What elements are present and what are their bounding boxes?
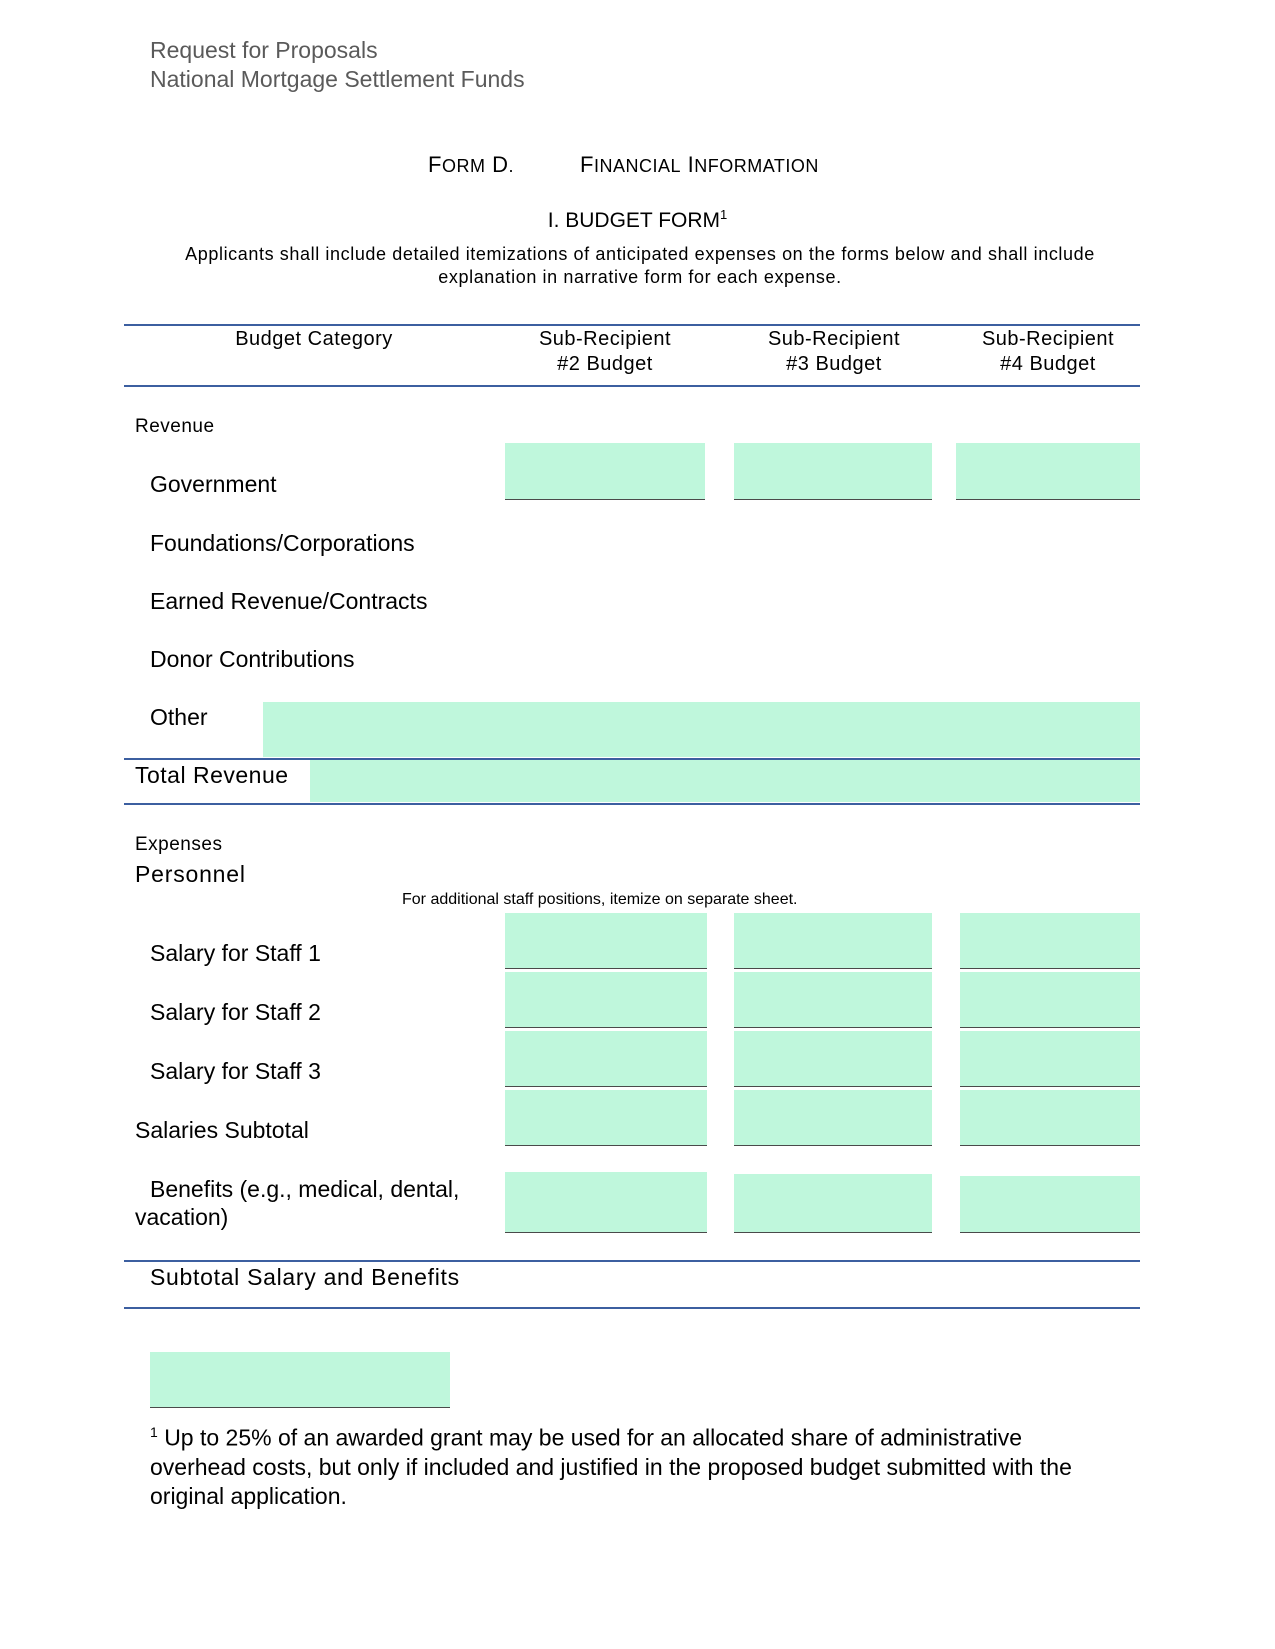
form-label-text: FORM D. [428, 152, 514, 177]
input-salaries-subtotal-sub2[interactable] [505, 1090, 707, 1146]
input-government-sub2[interactable] [505, 443, 705, 500]
personnel-label: Personnel [135, 861, 246, 887]
input-salaries-subtotal-sub3[interactable] [734, 1090, 932, 1146]
subtotal-top-rule [124, 1260, 1140, 1262]
col-header-4-line1: Sub-Recipient [981, 328, 1115, 350]
input-benefits-sub4[interactable] [960, 1176, 1140, 1233]
input-staff1-sub4[interactable] [960, 913, 1140, 969]
input-benefits-sub2[interactable] [505, 1172, 707, 1233]
benefits-line-1: Benefits (e.g., medical, dental, [150, 1176, 460, 1202]
form-name [580, 152, 819, 178]
footnote [150, 1418, 1110, 1511]
intro-text: Applicants shall include detailed itemizations of anticipated expenses on the forms below and shall include explanation in narrative form for each expense. [185, 244, 1095, 287]
footnote-text: Up to 25% of an awarded grant may be used for an allocated share of administrative overhead costs, but only if included and justified in the proposed budget submitted with the original application. [150, 1424, 1072, 1509]
col-header-sub-recipient-2 [505, 327, 705, 377]
input-staff1-sub2[interactable] [505, 913, 707, 969]
input-salaries-subtotal-sub4[interactable] [960, 1090, 1140, 1146]
col-header-budget-category: Budget Category [235, 328, 393, 350]
row-label-salary-staff-1: Salary for Staff 1 [150, 940, 321, 966]
input-staff2-sub4[interactable] [960, 972, 1140, 1028]
input-staff3-sub2[interactable] [505, 1031, 707, 1087]
input-staff3-sub3[interactable] [734, 1031, 932, 1087]
total-revenue-bottom-rule [124, 803, 1140, 805]
row-label-salary-staff-2: Salary for Staff 2 [150, 999, 321, 1025]
input-benefits-sub3[interactable] [734, 1174, 932, 1233]
header-line-1: Request for Proposals [150, 37, 378, 63]
col-header-2-line1: Sub-Recipient [538, 328, 672, 350]
additional-staff-note: For additional staff positions, itemize on separate sheet. [402, 891, 798, 908]
input-staff2-sub3[interactable] [734, 972, 932, 1028]
footnote-marker: 1 [150, 1424, 158, 1440]
col-header-2-line2: #2 Budget [557, 353, 653, 375]
row-label-salaries-subtotal: Salaries Subtotal [135, 1117, 309, 1143]
subtotal-bottom-rule [124, 1307, 1140, 1309]
input-government-sub3[interactable] [734, 443, 932, 500]
table-top-rule [124, 324, 1140, 326]
row-label-total-revenue: Total Revenue [135, 762, 289, 788]
input-other-row[interactable] [263, 702, 1140, 757]
row-label-benefits [135, 1175, 495, 1231]
section-title-text: I. BUDGET FORM [547, 209, 721, 232]
row-label-donor-contributions: Donor Contributions [150, 646, 355, 672]
col-header-3-line1: Sub-Recipient [767, 328, 901, 350]
row-label-salary-staff-3: Salary for Staff 3 [150, 1058, 321, 1084]
input-staff2-sub2[interactable] [505, 972, 707, 1028]
footnote-separator-field[interactable] [150, 1352, 450, 1408]
row-label-government: Government [150, 471, 277, 497]
row-label-subtotal-salary-benefits: Subtotal Salary and Benefits [150, 1264, 460, 1290]
col-header-sub-recipient-3 [734, 327, 934, 377]
row-label-foundations: Foundations/Corporations [150, 530, 415, 556]
input-staff3-sub4[interactable] [960, 1031, 1140, 1087]
expenses-section-label: Expenses [135, 834, 223, 855]
col-header-4-line2: #4 Budget [1000, 353, 1096, 375]
benefits-line-2: vacation) [135, 1204, 229, 1230]
row-label-other: Other [150, 704, 208, 730]
table-header-rule [124, 385, 1140, 387]
row-label-earned-revenue: Earned Revenue/Contracts [150, 588, 428, 614]
col-header-sub-recipient-4 [956, 327, 1140, 377]
input-government-sub4[interactable] [956, 443, 1140, 500]
form-label [428, 152, 514, 178]
input-staff1-sub3[interactable] [734, 913, 932, 969]
form-name-text: FINANCIAL INFORMATION [580, 152, 819, 177]
section-footnote-ref: 1 [720, 207, 728, 222]
input-total-revenue-row[interactable] [310, 760, 1140, 802]
section-title [0, 207, 1275, 233]
header-line-2: National Mortgage Settlement Funds [150, 66, 525, 92]
col-header-3-line2: #3 Budget [786, 353, 882, 375]
revenue-section-label: Revenue [135, 416, 215, 437]
